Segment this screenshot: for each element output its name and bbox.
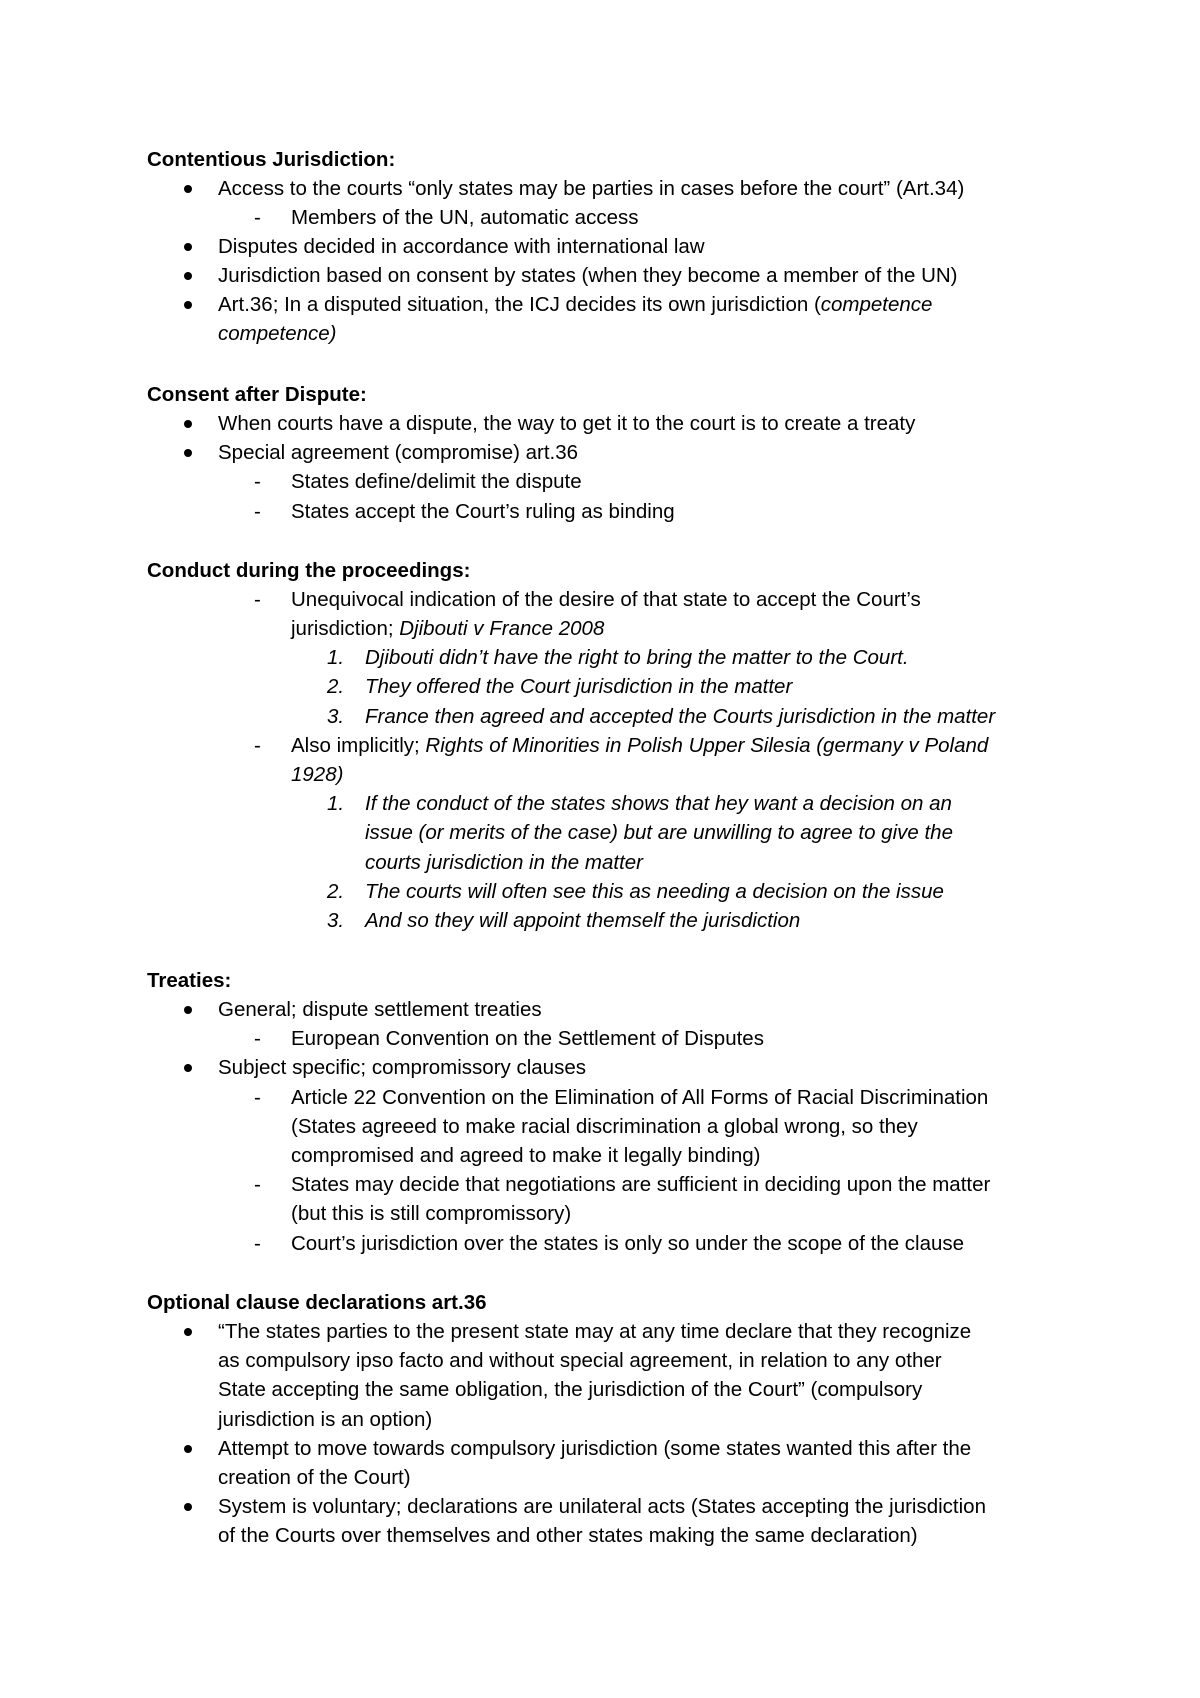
- bullet-create-treaty: When courts have a dispute, the way to get it to the court is to create a treaty: [218, 412, 916, 435]
- bullet-icon: [184, 301, 192, 309]
- bullet-icon: [184, 243, 192, 251]
- bullet-quote-article-36-cont: as compulsory ipso facto and without special agreement, in relation to any other: [218, 1349, 942, 1372]
- text: jurisdiction;: [291, 617, 400, 640]
- dash-marker: -: [254, 206, 261, 229]
- subitem-also-implicitly: [291, 731, 988, 760]
- subitem-article-22: Article 22 Convention on the Elimination of All Forms of Racial Discrimination: [291, 1086, 989, 1109]
- numbered-item: The courts will often see this as needing a decision on the issue: [365, 880, 944, 903]
- text: Also implicitly;: [291, 734, 426, 757]
- bullet-jurisdiction-consent: Jurisdiction based on consent by states (when they become a member of the UN): [218, 264, 958, 287]
- subitem-also-implicitly-cont: 1928): [291, 763, 344, 786]
- numbered-item: France then agreed and accepted the Courts jurisdiction in the matter: [365, 705, 996, 728]
- heading-consent-after-dispute: Consent after Dispute:: [147, 383, 367, 406]
- bullet-icon: [184, 1445, 192, 1453]
- bullet-icon: [184, 1064, 192, 1072]
- bullet-compulsory-jurisdiction: Attempt to move towards compulsory jurisdiction (some states wanted this after the: [218, 1437, 972, 1460]
- dash-marker: -: [254, 1232, 261, 1255]
- text-italic: competence: [820, 293, 933, 316]
- dash-marker: -: [254, 588, 261, 611]
- bullet-quote-article-36-cont: jurisdiction is an option): [218, 1408, 433, 1431]
- heading-contentious-jurisdiction: Contentious Jurisdiction:: [147, 148, 396, 171]
- number-marker: 2.: [327, 880, 345, 903]
- number-marker: 2.: [327, 675, 345, 698]
- numbered-item-cont: issue (or merits of the case) but are unwilling to agree to give the: [365, 821, 953, 844]
- subitem-unequivocal-indication: Unequivocal indication of the desire of that state to accept the Court’s: [291, 588, 921, 611]
- heading-conduct-proceedings: Conduct during the proceedings:: [147, 559, 471, 582]
- number-marker: 3.: [327, 909, 345, 932]
- bullet-art36-competence-cont: competence): [218, 322, 337, 345]
- number-marker: 3.: [327, 705, 345, 728]
- dash-marker: -: [254, 734, 261, 757]
- dash-marker: -: [254, 500, 261, 523]
- bullet-disputes-international-law: Disputes decided in accordance with international law: [218, 235, 705, 258]
- number-marker: 1.: [327, 646, 345, 669]
- numbered-item: They offered the Court jurisdiction in the matter: [365, 675, 793, 698]
- case-name: Rights of Minorities in Polish Upper Silesia (germany v Poland: [425, 734, 989, 757]
- subitem-negotiations: States may decide that negotiations are sufficient in deciding upon the matter: [291, 1173, 991, 1196]
- numbered-item: And so they will appoint themself the jurisdiction: [365, 909, 801, 932]
- bullet-icon: [184, 185, 192, 193]
- bullet-system-voluntary: System is voluntary; declarations are unilateral acts (States accepting the jurisdiction: [218, 1495, 986, 1518]
- bullet-icon: [184, 272, 192, 280]
- subitem-european-convention: European Convention on the Settlement of Disputes: [291, 1027, 764, 1050]
- case-name: Djibouti v France 2008: [399, 617, 605, 640]
- bullet-system-voluntary-cont: of the Courts over themselves and other states making the same declaration): [218, 1524, 918, 1547]
- bullet-quote-article-36-cont: State accepting the same obligation, the jurisdiction of the Court” (compulsory: [218, 1378, 923, 1401]
- bullet-icon: [184, 420, 192, 428]
- bullet-quote-article-36: “The states parties to the present state may at any time declare that they recognize: [218, 1320, 972, 1343]
- bullet-subject-specific: Subject specific; compromissory clauses: [218, 1056, 586, 1079]
- numbered-item-cont: courts jurisdiction in the matter: [365, 851, 644, 874]
- dash-marker: -: [254, 1027, 261, 1050]
- dash-marker: -: [254, 1086, 261, 1109]
- bullet-compulsory-jurisdiction-cont: creation of the Court): [218, 1466, 411, 1489]
- subitem-define-dispute: States define/delimit the dispute: [291, 470, 582, 493]
- bullet-general-treaties: General; dispute settlement treaties: [218, 998, 542, 1021]
- numbered-item: Djibouti didn’t have the right to bring the matter to the Court.: [365, 646, 909, 669]
- text: Art.36; In a disputed situation, the ICJ decides its own jurisdiction (: [218, 293, 821, 316]
- numbered-item: If the conduct of the states shows that hey want a decision on an: [365, 792, 952, 815]
- heading-treaties: Treaties:: [147, 969, 232, 992]
- number-marker: 1.: [327, 792, 345, 815]
- bullet-access-to-courts: Access to the courts “only states may be parties in cases before the court” (Art.34): [218, 177, 965, 200]
- subitem-article-22-cont: (States agreeed to make racial discrimination a global wrong, so they: [291, 1115, 918, 1138]
- subitem-members-un: Members of the UN, automatic access: [291, 206, 639, 229]
- subitem-unequivocal-indication-cont: [291, 614, 604, 643]
- subitem-scope-of-clause: Court’s jurisdiction over the states is only so under the scope of the clause: [291, 1232, 965, 1255]
- bullet-icon: [184, 449, 192, 457]
- bullet-art36-competence: [218, 290, 932, 319]
- bullet-icon: [184, 1328, 192, 1336]
- subitem-accept-ruling: States accept the Court’s ruling as binding: [291, 500, 675, 523]
- bullet-special-agreement: Special agreement (compromise) art.36: [218, 441, 579, 464]
- dash-marker: -: [254, 1173, 261, 1196]
- subitem-article-22-cont: compromised and agreed to make it legally binding): [291, 1144, 761, 1167]
- bullet-icon: [184, 1006, 192, 1014]
- heading-optional-clause: Optional clause declarations art.36: [147, 1291, 487, 1314]
- dash-marker: -: [254, 470, 261, 493]
- subitem-negotiations-cont: (but this is still compromissory): [291, 1202, 572, 1225]
- bullet-icon: [184, 1503, 192, 1511]
